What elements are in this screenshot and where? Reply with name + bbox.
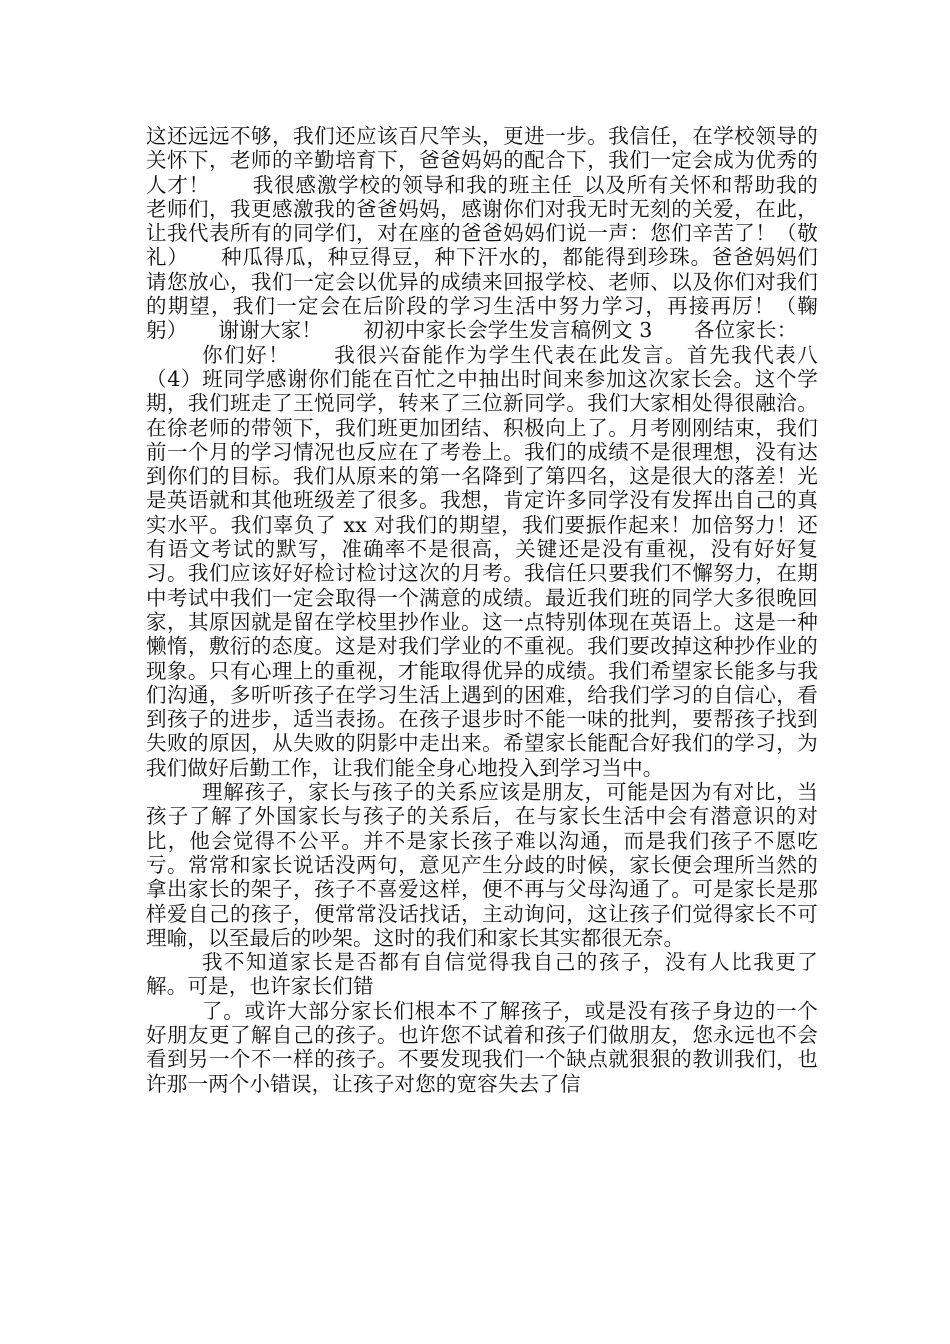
paragraph-1: 这还远远不够，我们还应该百尺竿头，更进一步。我信任，在学校领导的关怀下，老师的辛勤培育下，爸爸妈妈的配合下，我们一定会成为优秀的人才！ 我很感激学校的领导和我的班主任_以及所有关怀和帮助我的老师们，我更感激我的爸爸妈妈，感谢你们对我无时无刻的关爱，在此，让我代表所有的同学们，对在座的爸爸妈妈们说一声：您们辛苦了！（敬礼） 种瓜得瓜，种豆得豆，种下汗水的，都能得到珍珠。爸爸妈妈们请您放心，我们一定会以优异的成绩来回报学校、老师、以及你们对我们的期望，我们一定会在后阶段的学习生活中努力学习，再接再厉！（鞠躬） 谢谢大家！ 初初中家长会学生发言稿例文 3 各位家长： bbox=[146, 124, 818, 343]
document-body bbox=[146, 124, 818, 1096]
paragraph-3: 理解孩子，家长与孩子的关系应该是朋友，可能是因为有对比，当孩子了解了外国家长与孩子的关系后，在与家长生活中会有潜意识的对比，他会觉得不公平。并不是家长孩子难以沟通，而是我们孩子不愿吃亏。常常和家长说话没两句，意见产生分歧的时候，家长便会理所当然的拿出家长的架子，孩子不喜爱这样，便不再与父母沟通了。可是家长是那样爱自己的孩子，便常常没话找话，主动询问，这让孩子们觉得家长不可理喻，以至最后的吵架。这时的我们和家长其实都很无奈。 bbox=[146, 780, 818, 950]
paragraph-5: 了。或许大部分家长们根本不了解孩子，或是没有孩子身边的一个好朋友更了解自己的孩子。也许您不试着和孩子们做朋友，您永远也不会看到另一个不一样的孩子。不要发现我们一个缺点就狠狠的教训我们，也许那一两个小错误，让孩子对您的宽容失去了信 bbox=[146, 998, 818, 1096]
paragraph-4: 我不知道家长是否都有自信觉得我自己的孩子，没有人比我更了解。可是，也许家长们错 bbox=[146, 950, 818, 999]
paragraph-2: 你们好！ 我很兴奋能作为学生代表在此发言。首先我代表八（4）班同学感谢你们能在百忙之中抽出时间来参加这次家长会。这个学期，我们班走了王悦同学，转来了三位新同学。我们大家相处得很融洽。在徐老师的带领下，我们班更加团结、积极向上了。月考刚刚结束，我们前一个月的学习情况也反应在了考卷上。我们的成绩不是很理想，没有达到你们的目标。我们从原来的第一名降到了第四名，这是很大的落差！光是英语就和其他班级差了很多。我想，肯定许多同学没有发挥出自己的真实水平。我们辜负了 xx 对我们的期望，我们要振作起来！加倍努力！还有语文考试的默写，准确率不是很高，关键还是没有重视，没有好好复习。我们应该好好检讨检讨这次的月考。我信任只要我们不懈努力，在期中考试中我们一定会取得一个满意的成绩。最近我们班的同学大多很晚回家，其原因就是留在学校里抄作业。这一点特别体现在英语上。这是一种懒惰，敷衍的态度。这是对我们学业的不重视。我们要改掉这种抄作业的现象。只有心理上的重视，才能取得优异的成绩。我们希望家长能多与我们沟通，多听听孩子在学习生活上遇到的困难，给我们学习的自信心，看到孩子的进步，适当表扬。在孩子退步时不能一味的批判，要帮孩子找到失败的原因，从失败的阴影中走出来。希望家长能配合好我们的学习，为我们做好后勤工作，让我们能全身心地投入到学习当中。 bbox=[146, 342, 818, 780]
